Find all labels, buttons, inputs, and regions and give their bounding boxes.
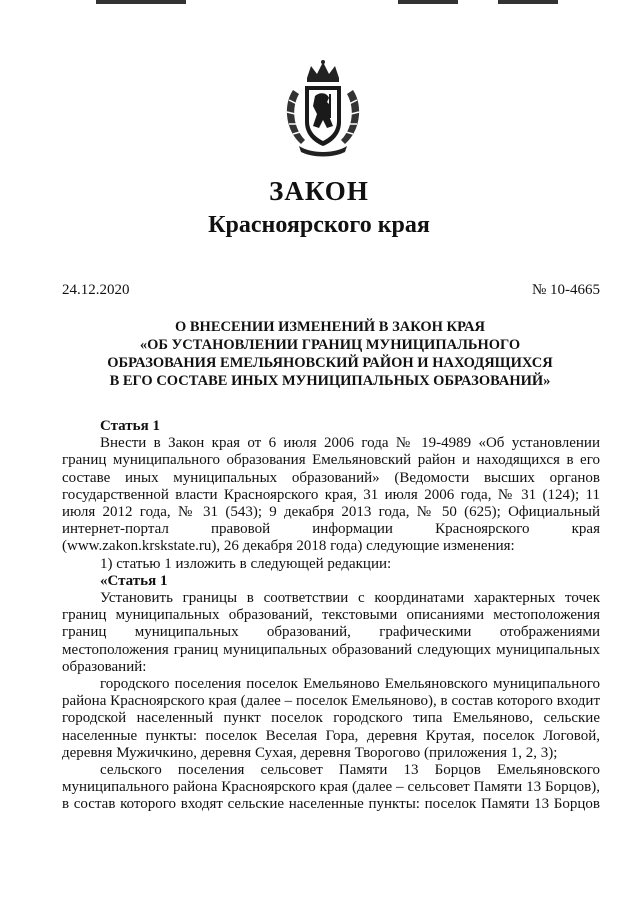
- article-paragraph: Установить границы в соответствии с координатами характерных точек границ муниципальных образований, текстовыми описаниями местоположения границ муниципальных образований, графическими отображениями местоположения границ муниципальных образований следующих муниципальных образований:: [62, 590, 600, 675]
- document-title: ЗАКОН: [269, 176, 369, 206]
- heading-line: В ЕГО СОСТАВЕ ИНЫХ МУНИЦИПАЛЬНЫХ ОБРАЗОВАНИЙ»: [109, 373, 551, 389]
- law-number: № 10-4665: [531, 282, 600, 298]
- article-paragraph: сельского поселения сельсовет Памяти 13 Борцов Емельяновского муниципального района Красноярского края (далее – сельсовет Памяти 13 Борцов), в состав которого входят сельские населенные пункты: поселок Памяти 13 Борцов: [62, 762, 600, 813]
- coat-of-arms-icon: [283, 60, 363, 158]
- heading-line: О ВНЕСЕНИИ ИЗМЕНЕНИЙ В ЗАКОН КРАЯ: [174, 319, 486, 335]
- law-body: [62, 418, 600, 814]
- heading-line: ОБРАЗОВАНИЯ ЕМЕЛЬЯНОВСКИЙ РАЙОН И НАХОДЯЩИХСЯ: [107, 355, 553, 371]
- scan-edge-marks: [0, 0, 638, 8]
- article-heading: Статья 1: [100, 418, 160, 434]
- document-subtitle: Красноярского края: [208, 212, 430, 238]
- article-paragraph: городского поселения поселок Емельяново Емельяновского муниципального района Красноярского края (далее – поселок Емельяново), в состав которого входит городской населенный пункт поселок городского типа Емельяново, сельские населенные пункты: поселок Веселая Гора, деревня Крутая, поселок Логовой, деревня Мужичкино, деревня Сухая, деревня Творогово (приложения 1, 2, 3);: [62, 676, 600, 761]
- quoted-article-heading: «Статья 1: [100, 572, 168, 589]
- heading-line: «ОБ УСТАНОВЛЕНИИ ГРАНИЦ МУНИЦИПАЛЬНОГО: [139, 337, 521, 353]
- law-date: 24.12.2020: [62, 282, 130, 298]
- law-heading: [60, 318, 600, 390]
- article-paragraph: Внести в Закон края от 6 июля 2006 года № 19-4989 «Об установлении границ муниципального образования Емельяновский район и находящихся в его составе иных муниципальных образований» (Ведомости высших органов государственной власти Красноярского края, 31 июля 2006 года, № 31 (124); 11 июля 2012 года, № 31 (543); 9 декабря 2013 года, № 50 (625); Официальный интернет-портал правовой информации Красноярского края (www.zakon.krskstate.ru), 26 декабря 2018 года) следующие изменения:: [62, 435, 600, 555]
- amendment-item: 1) статью 1 изложить в следующей редакции:: [100, 555, 392, 572]
